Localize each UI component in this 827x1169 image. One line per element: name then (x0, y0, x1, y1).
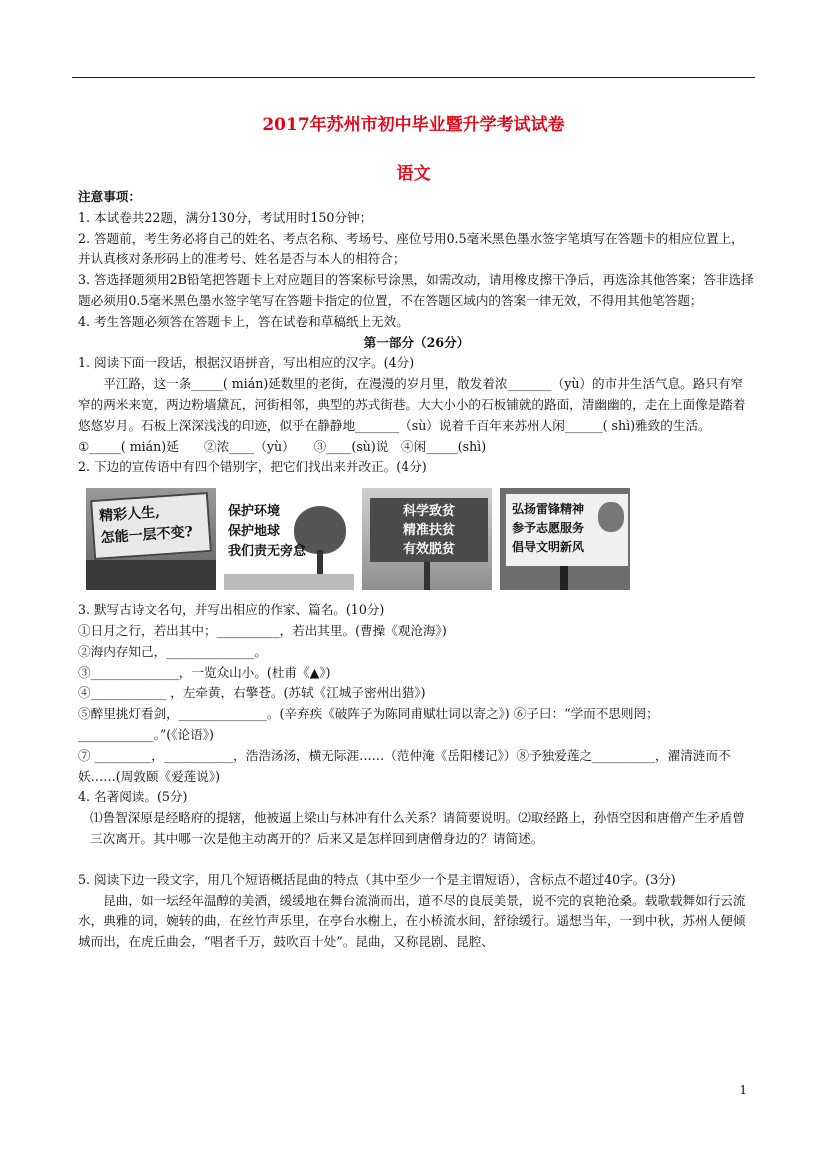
q1-passage: 平江路，这一条_____( mián)延数里的老街，在漫漫的岁月里，散发着浓_______（yù）的市井生活气息。路只有窄窄的两米来宽，两边粉墙黛瓦，河街相邻，典型的苏式街巷。大大小小的石板铺就的路面，清幽幽的，走在上面像是踏着悠悠岁月。石板上深深浅浅的印迹，似乎在静静地_______（sù）说着千百年来苏州人闲______( shì)雅致的生活。 (78, 376, 746, 433)
q3-line: ⑤醉里挑灯看剑，______________。(辛弃疾《破阵子为陈同甫赋壮词以寄之》) ⑥子曰：“学而不思则罔；____________。”(《论语》) (78, 706, 659, 742)
pole-icon (560, 566, 568, 590)
exam-title: 2017年苏州市初中毕业暨升学考试试卷 (262, 115, 565, 135)
ground-icon (86, 560, 216, 590)
slogan-line: 科学致贫 (402, 504, 455, 520)
q2-prompt: 2. 下边的宣传语中有四个错别字，把它们找出来并改正。(4分) (78, 459, 427, 475)
spacer (78, 850, 755, 870)
billboard-icon (90, 492, 212, 560)
slogan-line: 怎能一层不变? (100, 524, 194, 547)
billboard-image-4 (500, 488, 630, 590)
part-heading: 第一部分（26分） (363, 334, 470, 350)
slogan-line: 精准扶贫 (402, 523, 455, 539)
slogan-line: 弘扬雷锋精神 (512, 502, 585, 517)
q3-prompt: 3. 默写古诗文名句，并写出相应的作家、篇名。(10分) (78, 602, 385, 618)
notes-item: 4. 考生答题必须答在答题卡上，答在试卷和草稿纸上无效。 (78, 313, 409, 329)
portrait-icon (598, 502, 624, 532)
slogan-line: 保护环境 (228, 504, 281, 520)
header-rule (72, 77, 755, 78)
page-number: 1 (739, 1083, 747, 1097)
q1-answers: ①_____( mián)延 ②浓____（yù） ③____(sù)说 ④闲_____(shì) (78, 438, 487, 454)
q3-line: ②海内存知己，______________。 (78, 643, 267, 659)
notes-item: 2. 答题前，考生务必将自己的姓名、考点名称、考场号、座位号用0.5毫米黑色墨水签字笔填写在答题卡的相应位置上，并认真核对条形码上的准考号、姓名是否与本人的相符合； (78, 230, 744, 267)
q4-body: ⑴鲁智深原是经略府的提辖，他被逼上梁山与林冲有什么关系？请简要说明。⑵取经路上，孙悟空因和唐僧产生矛盾曾三次离开。其中哪一次是他主动离开的？后来又是怎样回到唐僧身边的？请简述。 (90, 810, 745, 846)
field-icon (224, 574, 354, 590)
q2-image-row (86, 488, 755, 590)
billboard-image-3 (362, 488, 492, 590)
subject-title: 语文 (396, 164, 431, 184)
q3-line: ⑦ _________，___________，浩浩汤汤，横无际涯……（范仲淹《岳阳楼记》）⑧予独爱莲之__________，濯清涟而不妖……(周敦颐《爱莲说》) (78, 747, 731, 784)
notes-heading: 注意事项： (78, 189, 141, 204)
slogan-line: 保护地球 (228, 524, 281, 540)
slogan-line: 精彩人生, (98, 504, 161, 525)
slogan-line: 我们责无旁怠 (228, 544, 307, 560)
slogan-text (228, 502, 306, 562)
q4-prompt: 4. 名著阅读。(5分) (78, 789, 188, 805)
notes-item: 1. 本试卷共22题，满分130分，考试用时150分钟； (78, 209, 373, 225)
slogan-line: 倡导文明新风 (512, 540, 585, 555)
slogan-line: 参予志愿服务 (512, 521, 585, 536)
q5-passage: 昆曲，如一坛经年温醇的美酒，缓缓地在舞台流淌而出，道不尽的良辰美景，说不完的哀艳沧桑。载歌载舞如行云流水，典雅的词，婉转的曲，在丝竹声乐里，在亭台水榭上，在小桥流水间，舒徐缓行。遥想当年，一到中秋，苏州人便倾城而出，在虎丘曲会，“唱者千万，鼓吹百十处”。昆曲，又称昆剧、昆腔、 (78, 892, 746, 950)
q3-line: ④____________ ，左牵黄，右擎苍。(苏轼《江城子密州出猎》) (78, 685, 426, 701)
q5-prompt: 5. 阅读下边一段文字，用几个短语概括昆曲的特点（其中至少一个是主谓短语），含标点不超过40字。(3分) (78, 871, 676, 887)
tree-trunk-icon (317, 550, 323, 574)
document-body (78, 187, 755, 953)
slogan-line: 有效脱贫 (402, 542, 455, 558)
pole-icon (424, 562, 430, 590)
q1-prompt: 1. 阅读下面一段话，根据汉语拼音，写出相应的汉字。(4分) (78, 355, 415, 371)
billboard-image-1 (86, 488, 216, 590)
q3-line: ③______________，一览众山小。(杜甫《▲》) (78, 664, 331, 680)
billboard-icon (370, 498, 488, 562)
notes-item: 3. 答选择题须用2B铅笔把答题卡上对应题目的答案标号涂黑，如需改动，请用橡皮擦干净后，再选涂其他答案；答非选择题必须用0.5毫米黑色墨水签字笔写在答题卡指定的位置，不在答题区域内的答案一律无效，不得用其他笔答题； (78, 272, 754, 308)
billboard-image-2 (224, 488, 354, 590)
q3-line: ①日月之行，若出其中；__________，若出其里。(曹操《观沧海》) (78, 622, 447, 638)
